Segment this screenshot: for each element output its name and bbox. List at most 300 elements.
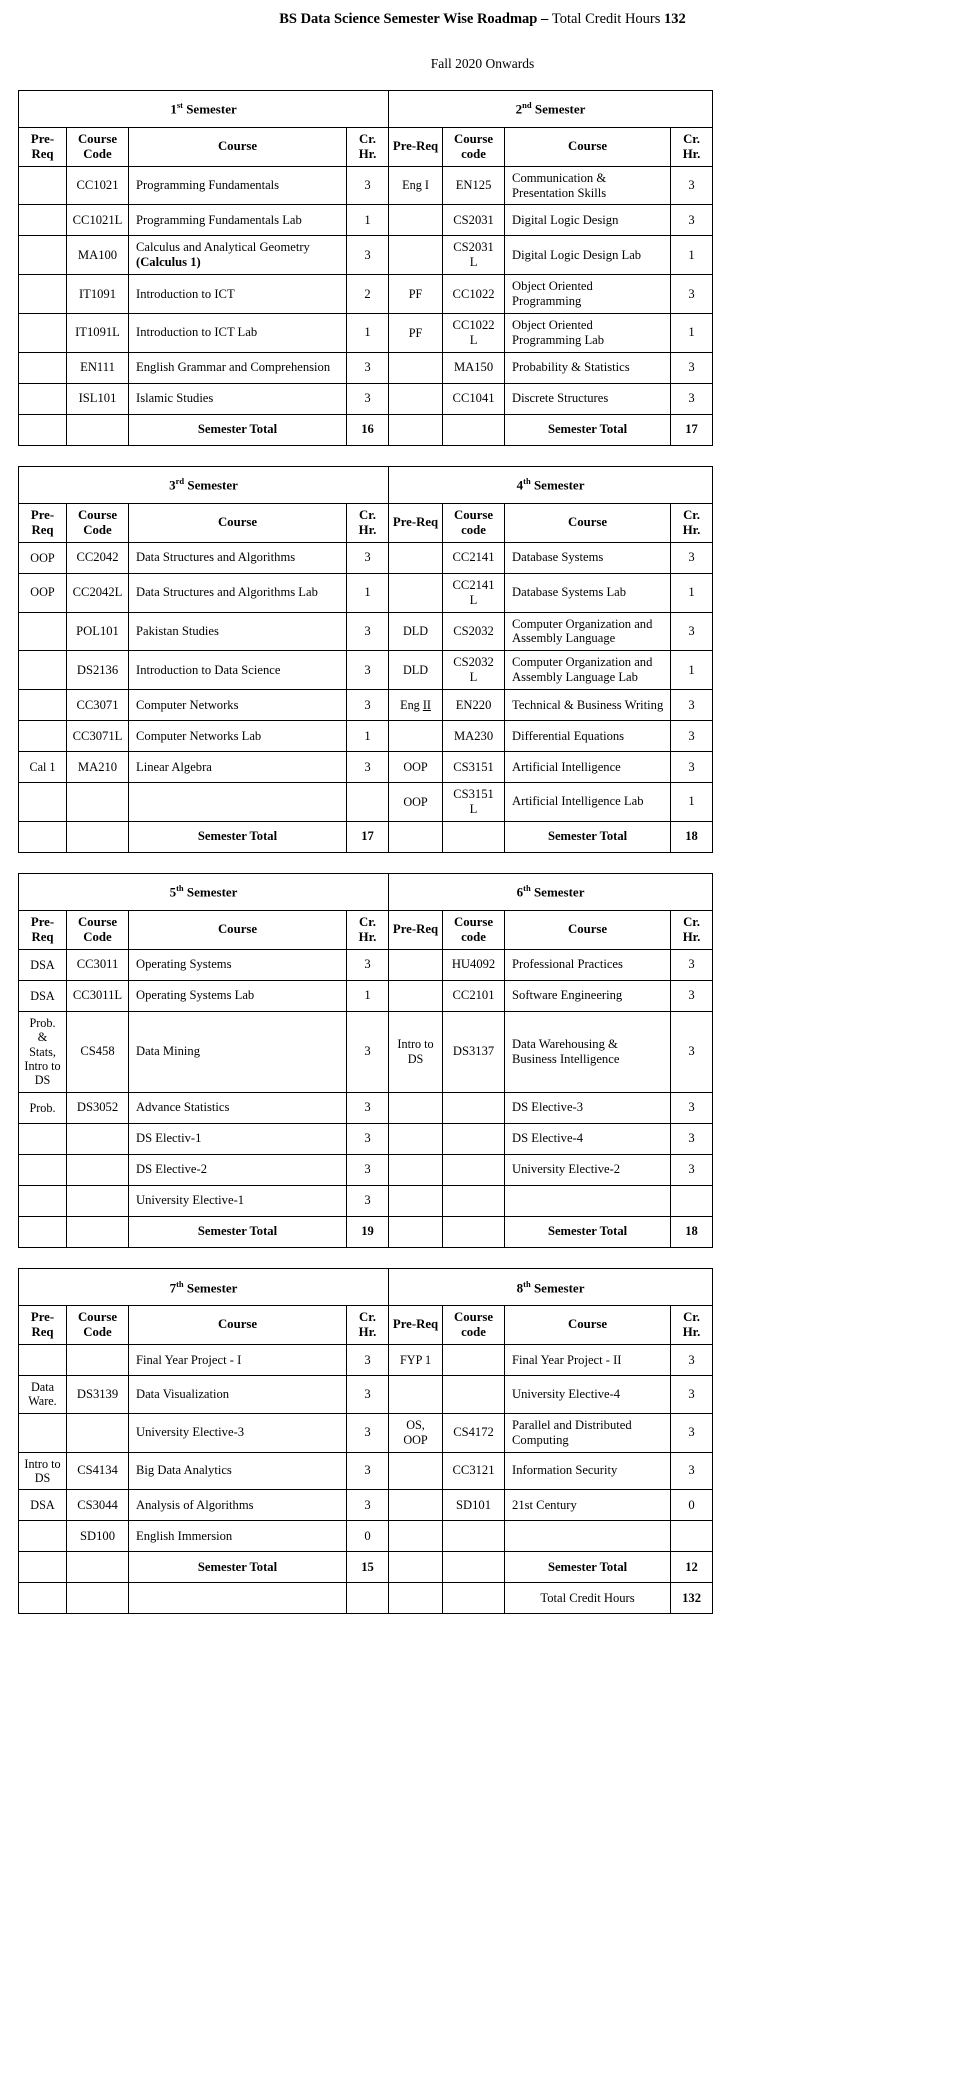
cell-pre-req: [19, 383, 67, 414]
semester-table-block: [18, 873, 947, 1248]
cell-pre-req: Eng II: [389, 689, 443, 720]
cell-course: Data Visualization: [129, 1376, 347, 1414]
cell-cr-hr: 3: [671, 383, 713, 414]
cell-course-code: SD101: [443, 1490, 505, 1521]
semester-total-label-left: Semester Total: [129, 821, 347, 852]
cell-pre-req: [19, 1123, 67, 1154]
cell-course: Information Security: [505, 1452, 671, 1490]
cell-course: Operating Systems Lab: [129, 980, 347, 1011]
cell-course: Pakistan Studies: [129, 612, 347, 651]
cell-course: University Elective-2: [505, 1154, 671, 1185]
cell-course-code: CC3071L: [67, 720, 129, 751]
cell-pre-req: Prob.: [19, 1092, 67, 1123]
cell-cr-hr: 3: [671, 980, 713, 1011]
cell-pre-req: [19, 1185, 67, 1216]
column-header-row: [19, 1305, 713, 1344]
cell-pre-req: [389, 720, 443, 751]
cell-cr-hr: 3: [671, 1452, 713, 1490]
cell-course-code: CC3011L: [67, 980, 129, 1011]
semester-total-row: [19, 1552, 713, 1583]
cell-course: DS Elective-2: [129, 1154, 347, 1185]
semester-total-row: [19, 821, 713, 852]
cell-cr-hr: 0: [347, 1521, 389, 1552]
header-course-right: Course: [505, 1305, 671, 1344]
cell-cr-hr: 3: [347, 1185, 389, 1216]
cell-cr-hr: 3: [347, 1123, 389, 1154]
cell-course: Digital Logic Design Lab: [505, 236, 671, 275]
cell-course-code: MA230: [443, 720, 505, 751]
cell-course: Data Warehousing & Business Intelligence: [505, 1011, 671, 1092]
semester-heading-left: 3rd Semester: [19, 466, 389, 503]
cell-pre-req: [389, 1376, 443, 1414]
table-row: [19, 980, 713, 1011]
cell-course-code: [67, 414, 129, 445]
cell-cr-hr: 1: [671, 236, 713, 275]
header-cr-hr-right: Cr. Hr.: [671, 127, 713, 166]
cell-course-code: CC1022: [443, 275, 505, 314]
semester-heading-right: 8th Semester: [389, 1268, 713, 1305]
cell-course: Data Structures and Algorithms Lab: [129, 573, 347, 612]
cell-course: DS Elective-4: [505, 1123, 671, 1154]
semester-total-value-left: 15: [347, 1552, 389, 1583]
cell-pre-req: [389, 414, 443, 445]
cell-course: Database Systems: [505, 542, 671, 573]
table-row: [19, 720, 713, 751]
cell-course-code: [443, 1583, 505, 1614]
cell-course-code: [67, 1345, 129, 1376]
table-row: [19, 651, 713, 690]
cell-cr-hr: 3: [671, 1376, 713, 1414]
table-row: [19, 383, 713, 414]
table-row: [19, 1123, 713, 1154]
cell-cr-hr: [347, 1583, 389, 1614]
cell-course-code: [67, 1185, 129, 1216]
cell-course-code: [67, 782, 129, 821]
header-pre-req-right: Pre-Req: [389, 503, 443, 542]
cell-course: English Grammar and Comprehension: [129, 352, 347, 383]
cell-pre-req: [389, 1490, 443, 1521]
cell-course: Database Systems Lab: [505, 573, 671, 612]
cell-pre-req: OOP: [19, 573, 67, 612]
cell-pre-req: OOP: [389, 782, 443, 821]
cell-pre-req: [19, 720, 67, 751]
table-row: [19, 1521, 713, 1552]
cell-pre-req: [389, 949, 443, 980]
semester-table: [18, 873, 713, 1248]
cell-course-code: CC3011: [67, 949, 129, 980]
table-row: [19, 949, 713, 980]
cell-course: Computer Networks: [129, 689, 347, 720]
cell-course-code: [67, 1583, 129, 1614]
table-row: [19, 689, 713, 720]
semester-total-value-left: 16: [347, 414, 389, 445]
cell-cr-hr: 1: [671, 573, 713, 612]
cell-cr-hr: 3: [347, 1376, 389, 1414]
cell-course: Discrete Structures: [505, 383, 671, 414]
cell-pre-req: [19, 352, 67, 383]
cell-course-code: [67, 1154, 129, 1185]
semester-table-block: [18, 466, 947, 853]
cell-pre-req: DLD: [389, 612, 443, 651]
semester-total-label-left: Semester Total: [129, 1216, 347, 1247]
cell-course: Object Oriented Programming Lab: [505, 313, 671, 352]
cell-course-code: EN111: [67, 352, 129, 383]
cell-course-code: IT1091L: [67, 313, 129, 352]
cell-cr-hr: 2: [347, 275, 389, 314]
cell-cr-hr: 3: [347, 1452, 389, 1490]
cell-course-code: CC3071: [67, 689, 129, 720]
semester-table: [18, 466, 713, 853]
cell-course-code: CS2031: [443, 205, 505, 236]
table-row: [19, 1154, 713, 1185]
cell-cr-hr: 3: [671, 166, 713, 205]
table-row: [19, 1452, 713, 1490]
cell-pre-req: [389, 352, 443, 383]
cell-pre-req: Data Ware.: [19, 1376, 67, 1414]
cell-pre-req: [389, 1154, 443, 1185]
header-cr-hr-left: Cr. Hr.: [347, 503, 389, 542]
cell-course-code: [67, 1552, 129, 1583]
cell-course: University Elective-4: [505, 1376, 671, 1414]
cell-course-code: EN220: [443, 689, 505, 720]
cell-course: Artificial Intelligence Lab: [505, 782, 671, 821]
cell-course-code: [443, 1552, 505, 1583]
cell-course: Object Oriented Programming: [505, 275, 671, 314]
table-row: [19, 1490, 713, 1521]
cell-cr-hr: 3: [347, 689, 389, 720]
cell-course-code: SD100: [67, 1521, 129, 1552]
header-course-left: Course: [129, 127, 347, 166]
table-row: [19, 1185, 713, 1216]
cell-pre-req: [389, 1092, 443, 1123]
cell-cr-hr: 1: [347, 573, 389, 612]
header-course-left: Course: [129, 1305, 347, 1344]
cell-course-code: CS2032 L: [443, 651, 505, 690]
header-pre-req-left: Pre-Req: [19, 910, 67, 949]
page-title: [0, 10, 965, 30]
semester-heading-left: 1st Semester: [19, 90, 389, 127]
cell-cr-hr: 3: [347, 383, 389, 414]
semester-heading-row: [19, 1268, 713, 1305]
cell-course: Advance Statistics: [129, 1092, 347, 1123]
cell-course-code: CC1022 L: [443, 313, 505, 352]
table-row: [19, 275, 713, 314]
cell-cr-hr: 3: [671, 1092, 713, 1123]
header-cr-hr-right: Cr. Hr.: [671, 910, 713, 949]
table-row: [19, 782, 713, 821]
cell-cr-hr: 3: [347, 1011, 389, 1092]
cell-pre-req: [389, 236, 443, 275]
cell-pre-req: [389, 1552, 443, 1583]
cell-course: Final Year Project - I: [129, 1345, 347, 1376]
semester-total-value-right: 12: [671, 1552, 713, 1583]
header-pre-req-right: Pre-Req: [389, 910, 443, 949]
table-row: [19, 236, 713, 275]
total-credit-hours-value: 132: [671, 1583, 713, 1614]
cell-course: Computer Networks Lab: [129, 720, 347, 751]
roadmap-page: [0, 10, 965, 1614]
semester-heading-left: 7th Semester: [19, 1268, 389, 1305]
semester-table-block: [18, 90, 947, 446]
cell-course: DS Elective-3: [505, 1092, 671, 1123]
cell-course-code: [443, 1376, 505, 1414]
cell-course: Linear Algebra: [129, 751, 347, 782]
semester-heading-left: 5th Semester: [19, 873, 389, 910]
header-course-code-right: Course code: [443, 1305, 505, 1344]
cell-course: Operating Systems: [129, 949, 347, 980]
cell-cr-hr: 3: [347, 751, 389, 782]
cell-cr-hr: 3: [671, 689, 713, 720]
cell-cr-hr: 3: [671, 1413, 713, 1452]
cell-course: Programming Fundamentals Lab: [129, 205, 347, 236]
cell-pre-req: [19, 414, 67, 445]
cell-course-code: CS4134: [67, 1452, 129, 1490]
cell-cr-hr: 3: [671, 542, 713, 573]
semester-table: [18, 1268, 713, 1614]
semester-heading-right: 2nd Semester: [389, 90, 713, 127]
cell-course: University Elective-1: [129, 1185, 347, 1216]
table-row: [19, 751, 713, 782]
cell-pre-req: [19, 236, 67, 275]
table-row: [19, 1376, 713, 1414]
cell-course: Introduction to ICT Lab: [129, 313, 347, 352]
semester-total-value-left: 17: [347, 821, 389, 852]
cell-course-code: POL101: [67, 612, 129, 651]
cell-cr-hr: 3: [347, 236, 389, 275]
cell-course-code: CC1021L: [67, 205, 129, 236]
table-row: [19, 612, 713, 651]
cell-course: Calculus and Analytical Geometry (Calculus 1): [129, 236, 347, 275]
cell-course-code: [443, 1345, 505, 1376]
cell-cr-hr: 1: [671, 651, 713, 690]
cell-pre-req: FYP 1: [389, 1345, 443, 1376]
cell-course: Data Structures and Algorithms: [129, 542, 347, 573]
table-row: [19, 205, 713, 236]
cell-cr-hr: 3: [347, 1413, 389, 1452]
cell-course: Introduction to Data Science: [129, 651, 347, 690]
cell-course-code: [443, 1123, 505, 1154]
cell-pre-req: Intro to DS: [389, 1011, 443, 1092]
cell-course-code: [443, 1216, 505, 1247]
cell-pre-req: [389, 1123, 443, 1154]
cell-pre-req: [19, 689, 67, 720]
cell-cr-hr: 3: [671, 720, 713, 751]
cell-cr-hr: 3: [671, 1011, 713, 1092]
cell-pre-req: [19, 1583, 67, 1614]
cell-pre-req: [19, 612, 67, 651]
cell-course-code: DS3139: [67, 1376, 129, 1414]
cell-pre-req: PF: [389, 275, 443, 314]
cell-pre-req: [389, 573, 443, 612]
cell-pre-req: [19, 1413, 67, 1452]
cell-course: Analysis of Algorithms: [129, 1490, 347, 1521]
cell-course-code: CC2141 L: [443, 573, 505, 612]
column-header-row: [19, 503, 713, 542]
cell-cr-hr: 3: [347, 1345, 389, 1376]
cell-pre-req: [389, 383, 443, 414]
header-course-code-left: Course Code: [67, 503, 129, 542]
cell-course-code: [67, 821, 129, 852]
cell-cr-hr: 1: [347, 720, 389, 751]
cell-course-code: CC1021: [67, 166, 129, 205]
cell-cr-hr: [671, 1521, 713, 1552]
cell-course-code: [67, 1123, 129, 1154]
cell-course-code: DS3052: [67, 1092, 129, 1123]
cell-course-code: [67, 1216, 129, 1247]
cell-cr-hr: 3: [347, 949, 389, 980]
cell-course: Professional Practices: [505, 949, 671, 980]
cell-pre-req: Eng I: [389, 166, 443, 205]
header-course-right: Course: [505, 127, 671, 166]
semester-table: [18, 90, 713, 446]
header-pre-req-right: Pre-Req: [389, 1305, 443, 1344]
cell-course-code: IT1091: [67, 275, 129, 314]
header-course-code-right: Course code: [443, 503, 505, 542]
cell-course: [505, 1185, 671, 1216]
cell-course: Communication & Presentation Skills: [505, 166, 671, 205]
cell-pre-req: Intro to DS: [19, 1452, 67, 1490]
cell-course-code: [443, 1521, 505, 1552]
cell-course: Islamic Studies: [129, 383, 347, 414]
cell-course: 21st Century: [505, 1490, 671, 1521]
header-cr-hr-left: Cr. Hr.: [347, 127, 389, 166]
cell-course: Big Data Analytics: [129, 1452, 347, 1490]
cell-pre-req: [19, 1216, 67, 1247]
semester-total-label-right: Semester Total: [505, 414, 671, 445]
semester-total-value-right: 18: [671, 821, 713, 852]
cell-pre-req: DSA: [19, 949, 67, 980]
cell-course-code: DS2136: [67, 651, 129, 690]
cell-pre-req: [389, 1216, 443, 1247]
cell-course: Probability & Statistics: [505, 352, 671, 383]
semester-total-row: [19, 1216, 713, 1247]
cell-course: Computer Organization and Assembly Language Lab: [505, 651, 671, 690]
cell-cr-hr: 3: [347, 352, 389, 383]
cell-cr-hr: 3: [347, 166, 389, 205]
cell-pre-req: Cal 1: [19, 751, 67, 782]
cell-pre-req: OOP: [19, 542, 67, 573]
cell-course: University Elective-3: [129, 1413, 347, 1452]
cell-cr-hr: 1: [347, 205, 389, 236]
table-row: [19, 573, 713, 612]
cell-course: Data Mining: [129, 1011, 347, 1092]
semester-heading-row: [19, 466, 713, 503]
cell-course: DS Electiv-1: [129, 1123, 347, 1154]
cell-course-code: CS3151 L: [443, 782, 505, 821]
cell-cr-hr: 0: [671, 1490, 713, 1521]
cell-course-code: [67, 1413, 129, 1452]
cell-cr-hr: 3: [347, 1490, 389, 1521]
cell-course-code: CC3121: [443, 1452, 505, 1490]
cell-cr-hr: 3: [671, 1345, 713, 1376]
header-cr-hr-right: Cr. Hr.: [671, 1305, 713, 1344]
cell-course-code: CS4172: [443, 1413, 505, 1452]
cell-pre-req: [19, 1345, 67, 1376]
cell-cr-hr: 3: [671, 1154, 713, 1185]
cell-cr-hr: 3: [671, 1123, 713, 1154]
cell-cr-hr: 3: [671, 949, 713, 980]
header-course-left: Course: [129, 503, 347, 542]
header-cr-hr-left: Cr. Hr.: [347, 910, 389, 949]
header-course-code-right: Course code: [443, 910, 505, 949]
header-cr-hr-left: Cr. Hr.: [347, 1305, 389, 1344]
cell-course-code: CS2031 L: [443, 236, 505, 275]
cell-course-code: DS3137: [443, 1011, 505, 1092]
cell-cr-hr: 3: [671, 275, 713, 314]
semester-heading-row: [19, 873, 713, 910]
cell-pre-req: [389, 980, 443, 1011]
cell-course-code: [443, 1092, 505, 1123]
header-course-left: Course: [129, 910, 347, 949]
page-subtitle: Fall 2020 Onwards: [430, 55, 535, 71]
cell-course-code: [443, 414, 505, 445]
cell-cr-hr: 3: [671, 352, 713, 383]
cell-pre-req: [19, 782, 67, 821]
cell-course: English Immersion: [129, 1521, 347, 1552]
cell-cr-hr: 1: [347, 313, 389, 352]
cell-course: Technical & Business Writing: [505, 689, 671, 720]
table-row: [19, 166, 713, 205]
semester-heading-row: [19, 90, 713, 127]
header-course-right: Course: [505, 910, 671, 949]
cell-cr-hr: 1: [671, 313, 713, 352]
cell-pre-req: PF: [389, 313, 443, 352]
semester-total-label-right: Semester Total: [505, 821, 671, 852]
cell-pre-req: DSA: [19, 980, 67, 1011]
cell-course: Introduction to ICT: [129, 275, 347, 314]
header-pre-req-left: Pre-Req: [19, 127, 67, 166]
table-row: [19, 1092, 713, 1123]
cell-cr-hr: 3: [671, 751, 713, 782]
cell-course: Artificial Intelligence: [505, 751, 671, 782]
header-course-right: Course: [505, 503, 671, 542]
cell-pre-req: [389, 1452, 443, 1490]
cell-cr-hr: 3: [347, 612, 389, 651]
cell-pre-req: [19, 821, 67, 852]
cell-course-code: [443, 1185, 505, 1216]
semester-total-label-left: Semester Total: [129, 1552, 347, 1583]
semester-total-label-right: Semester Total: [505, 1216, 671, 1247]
header-cr-hr-right: Cr. Hr.: [671, 503, 713, 542]
cell-pre-req: [19, 205, 67, 236]
cell-pre-req: DLD: [389, 651, 443, 690]
table-row: [19, 352, 713, 383]
cell-course: [129, 782, 347, 821]
page-title-credit-hours: 132: [664, 11, 686, 27]
cell-course-code: MA150: [443, 352, 505, 383]
table-row: [19, 313, 713, 352]
cell-course: Digital Logic Design: [505, 205, 671, 236]
semester-total-value-right: 17: [671, 414, 713, 445]
table-row: [19, 1345, 713, 1376]
cell-course-code: ISL101: [67, 383, 129, 414]
cell-course-code: MA210: [67, 751, 129, 782]
cell-pre-req: [19, 651, 67, 690]
cell-pre-req: [389, 1185, 443, 1216]
cell-cr-hr: [347, 782, 389, 821]
cell-cr-hr: 3: [347, 651, 389, 690]
header-pre-req-right: Pre-Req: [389, 127, 443, 166]
semester-heading-right: 6th Semester: [389, 873, 713, 910]
cell-pre-req: OS, OOP: [389, 1413, 443, 1452]
cell-pre-req: Prob. & Stats, Intro to DS: [19, 1011, 67, 1092]
cell-pre-req: [389, 1521, 443, 1552]
cell-pre-req: [389, 1583, 443, 1614]
cell-cr-hr: 3: [671, 612, 713, 651]
semester-total-value-left: 19: [347, 1216, 389, 1247]
cell-course-code: MA100: [67, 236, 129, 275]
cell-course: Final Year Project - II: [505, 1345, 671, 1376]
